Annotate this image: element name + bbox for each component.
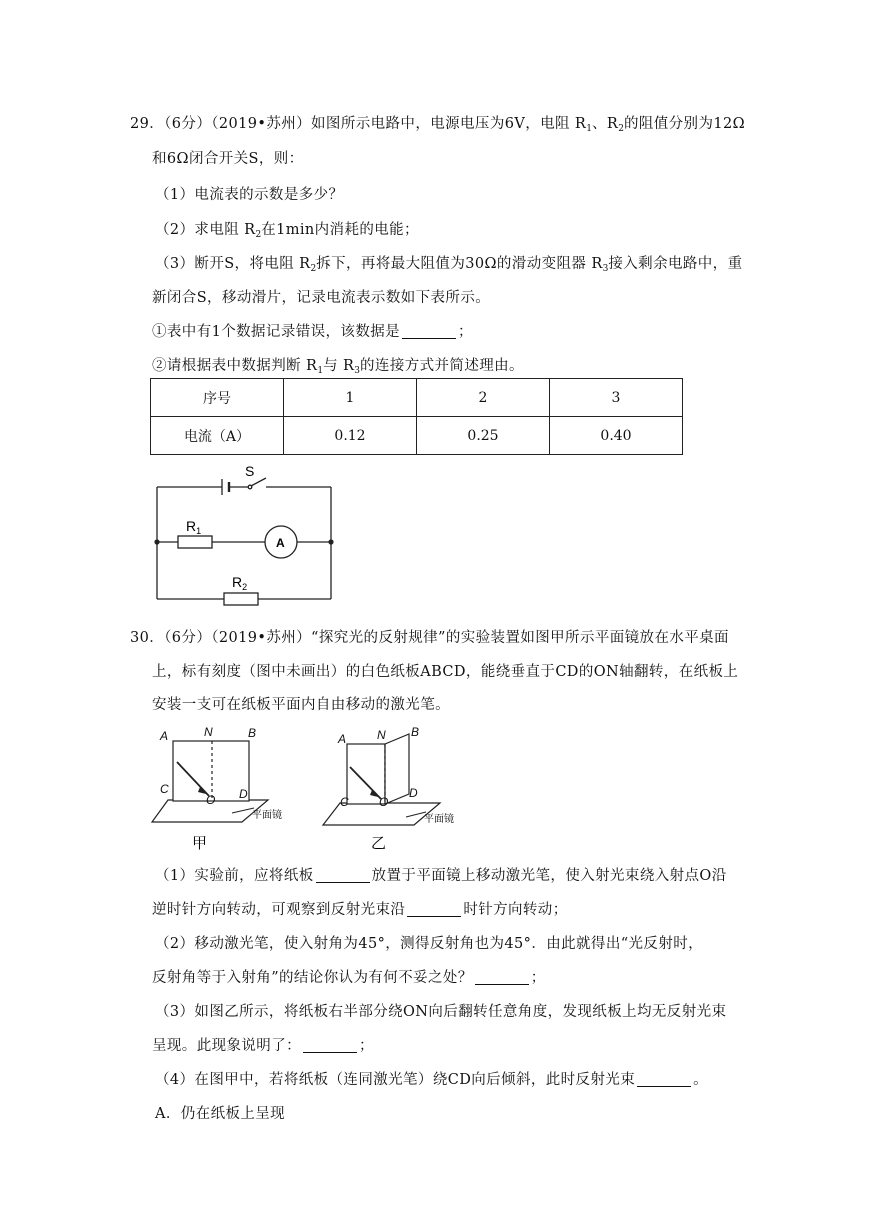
q30-option-a: A．仍在纸板上呈现 bbox=[155, 1106, 286, 1122]
mirror-label: 平面镜 bbox=[424, 814, 454, 825]
label-a: A bbox=[160, 729, 169, 743]
q30-line-3: 安装一支可在纸板平面内自由移动的激光笔。 bbox=[152, 697, 450, 713]
switch-label: S bbox=[245, 463, 255, 479]
q30-part-3: （3）如图乙所示，将纸板右半部分绕ON向后翻转任意角度，发现纸板上均无反射光束 bbox=[155, 1004, 727, 1020]
mirror-label: 平面镜 bbox=[252, 810, 282, 821]
answer-blank[interactable] bbox=[316, 868, 370, 883]
label-d: D bbox=[239, 787, 248, 801]
ammeter-label: A bbox=[276, 536, 285, 550]
answer-blank[interactable] bbox=[303, 1038, 357, 1053]
q29-subquestion-1: （1）电流表的示数是多少？ bbox=[155, 187, 344, 203]
q30-part-4: （4）在图甲中，若将纸板（连同激光笔）绕CD向后倾斜，此时反射光束 。 bbox=[155, 1072, 709, 1088]
answer-blank[interactable] bbox=[637, 1072, 691, 1087]
r1-label: $R_1$ bbox=[186, 518, 202, 536]
q29-subquestion-2: （2）求电阻 $R_2$在1min内消耗的电能； bbox=[155, 222, 419, 240]
label-a: A bbox=[338, 732, 347, 746]
q29-line-2: 和6Ω闭合开关S，则： bbox=[152, 151, 304, 167]
label-c: C bbox=[340, 795, 349, 809]
table-cell: 电流（A） bbox=[151, 417, 284, 455]
q29-subquestion-3-cont: 新闭合S，移动滑片，记录电流表示数如下表所示。 bbox=[152, 290, 491, 306]
q29-subquestion-3: （3）断开S，将电阻 $R_2$拆下，再将最大阻值为30Ω的滑动变阻器 $R_3$接入剩余电路中，重 bbox=[155, 256, 743, 274]
q30-line-1: 30．（6分）（2019•苏州）“探究光的反射规律”的实验装置如图甲所示平面镜放在水平桌面 bbox=[130, 630, 729, 646]
table-cell: 1 bbox=[284, 379, 417, 417]
figure-caption-jia: 甲 bbox=[192, 835, 208, 852]
q30-part-1: （1）实验前，应将纸板 放置于平面镜上移动激光笔，使入射光束绕入射点O沿 bbox=[155, 868, 727, 884]
table-cell: 序号 bbox=[151, 379, 284, 417]
label-n: N bbox=[204, 725, 213, 739]
table-cell: 0.40 bbox=[550, 417, 683, 455]
label-d: D bbox=[409, 786, 418, 800]
table-cell: 0.12 bbox=[284, 417, 417, 455]
q30-part-1-cont: 逆时针方向转动，可观察到反射光束沿 时针方向转动； bbox=[152, 902, 568, 918]
q30-part-2-cont: 反射角等于入射角”的结论你认为有何不妥之处？ ； bbox=[152, 970, 546, 986]
table-cell: 0.25 bbox=[417, 417, 550, 455]
q29-item-1: ①表中有1个数据记录错误，该数据是 ； bbox=[152, 324, 473, 340]
r2-label: $R_2$ bbox=[232, 574, 248, 592]
q29-line-1: 29．（6分）（2019•苏州）如图所示电路中，电源电压为6V，电阻 $R_1$、$R_2$的阻值分别为12Ω bbox=[130, 116, 746, 134]
q30-part-2: （2）移动激光笔，使入射角为45°，测得反射角也为45°．由此就得出“光反射时， bbox=[155, 936, 704, 952]
q30-part-3-cont: 呈现。此现象说明了： ； bbox=[152, 1038, 374, 1054]
table-cell: 3 bbox=[550, 379, 683, 417]
label-b: B bbox=[248, 726, 257, 740]
figure-caption-yi: 乙 bbox=[371, 835, 387, 852]
q30-line-2: 上，标有刻度（图中未画出）的白色纸板ABCD，能绕垂直于CD的ON轴翻转，在纸板上 bbox=[152, 664, 739, 680]
table-cell: 2 bbox=[417, 379, 550, 417]
q29-item-2: ②请根据表中数据判断 $R_1$与 $R_3$的连接方式并简述理由。 bbox=[152, 358, 524, 376]
answer-blank[interactable] bbox=[407, 902, 461, 917]
label-b: B bbox=[411, 725, 420, 739]
label-c: C bbox=[160, 782, 169, 796]
label-o: O bbox=[206, 793, 216, 807]
label-n: N bbox=[377, 728, 386, 742]
label-o: O bbox=[379, 795, 389, 809]
answer-blank[interactable] bbox=[475, 970, 529, 985]
